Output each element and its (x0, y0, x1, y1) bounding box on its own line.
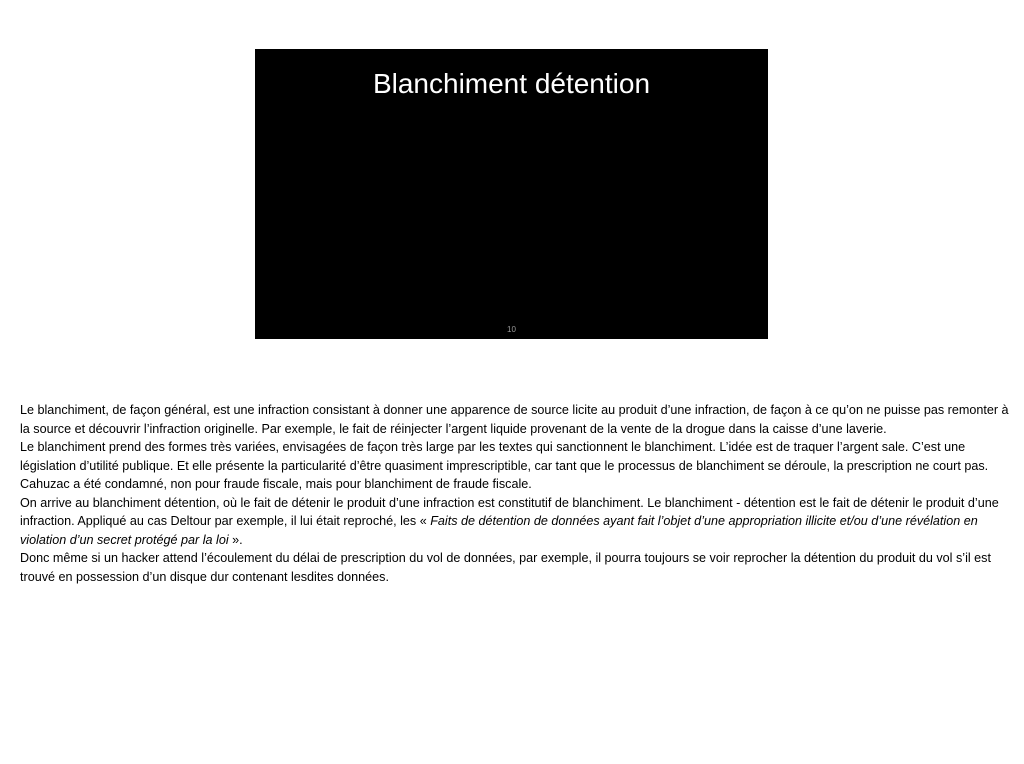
notes-paragraph-3-end: ». (228, 532, 243, 547)
notes-quote: Faits de détention de données ayant fait l’objet d’une appropriation illicite et/ou d’une révélation en violation d’un secret protégé par la loi (20, 514, 978, 547)
speaker-notes (20, 401, 1010, 586)
notes-paragraph-1: Le blanchiment, de façon général, est une infraction consistant à donner une apparence de source licite au produit d’une infraction, de façon à ce qu’on ne puisse pas remonter à la source et découvrir l’infraction originelle. Par exemple, le fait de réinjecter l’argent liquide provenant de la vente de la drogue dans la caisse d’une laverie. (20, 403, 1009, 436)
slide-thumbnail (255, 49, 768, 339)
notes-paragraph-3-start: On arrive au blanchiment détention, où le fait de détenir le produit d’une infraction est constitutif de blanchiment. Le blanchiment - détention est le fait de détenir le produit d’une infraction. Appliqué au cas Deltour par exemple, il lui était reproché, les « (20, 495, 999, 528)
notes-paragraph-3 (20, 494, 1010, 550)
notes-paragraph-4: Donc même si un hacker attend l’écoulement du délai de prescription du vol de données, par exemple, il pourra toujours se voir reprocher la détention du produit du vol s’il est trouvé en possession d’un disque dur contenant lesdites données. (20, 551, 991, 584)
notes-paragraph-2: Le blanchiment prend des formes très variées, envisagées de façon très large par les textes qui sanctionnent le blanchiment. L’idée est de traquer l’argent sale. C’est une législation d’utilité publique. Et elle présente la particularité d’être quasiment imprescriptible, car tant que le processus de blanchiment se déroule, la prescription ne court pas. Cahuzac a été condamné, non pour fraude fiscale, mais pour blanchiment de fraude fiscale. (20, 440, 989, 491)
slide-number: 10 (507, 325, 516, 334)
slide-title: Blanchiment détention (372, 68, 651, 99)
